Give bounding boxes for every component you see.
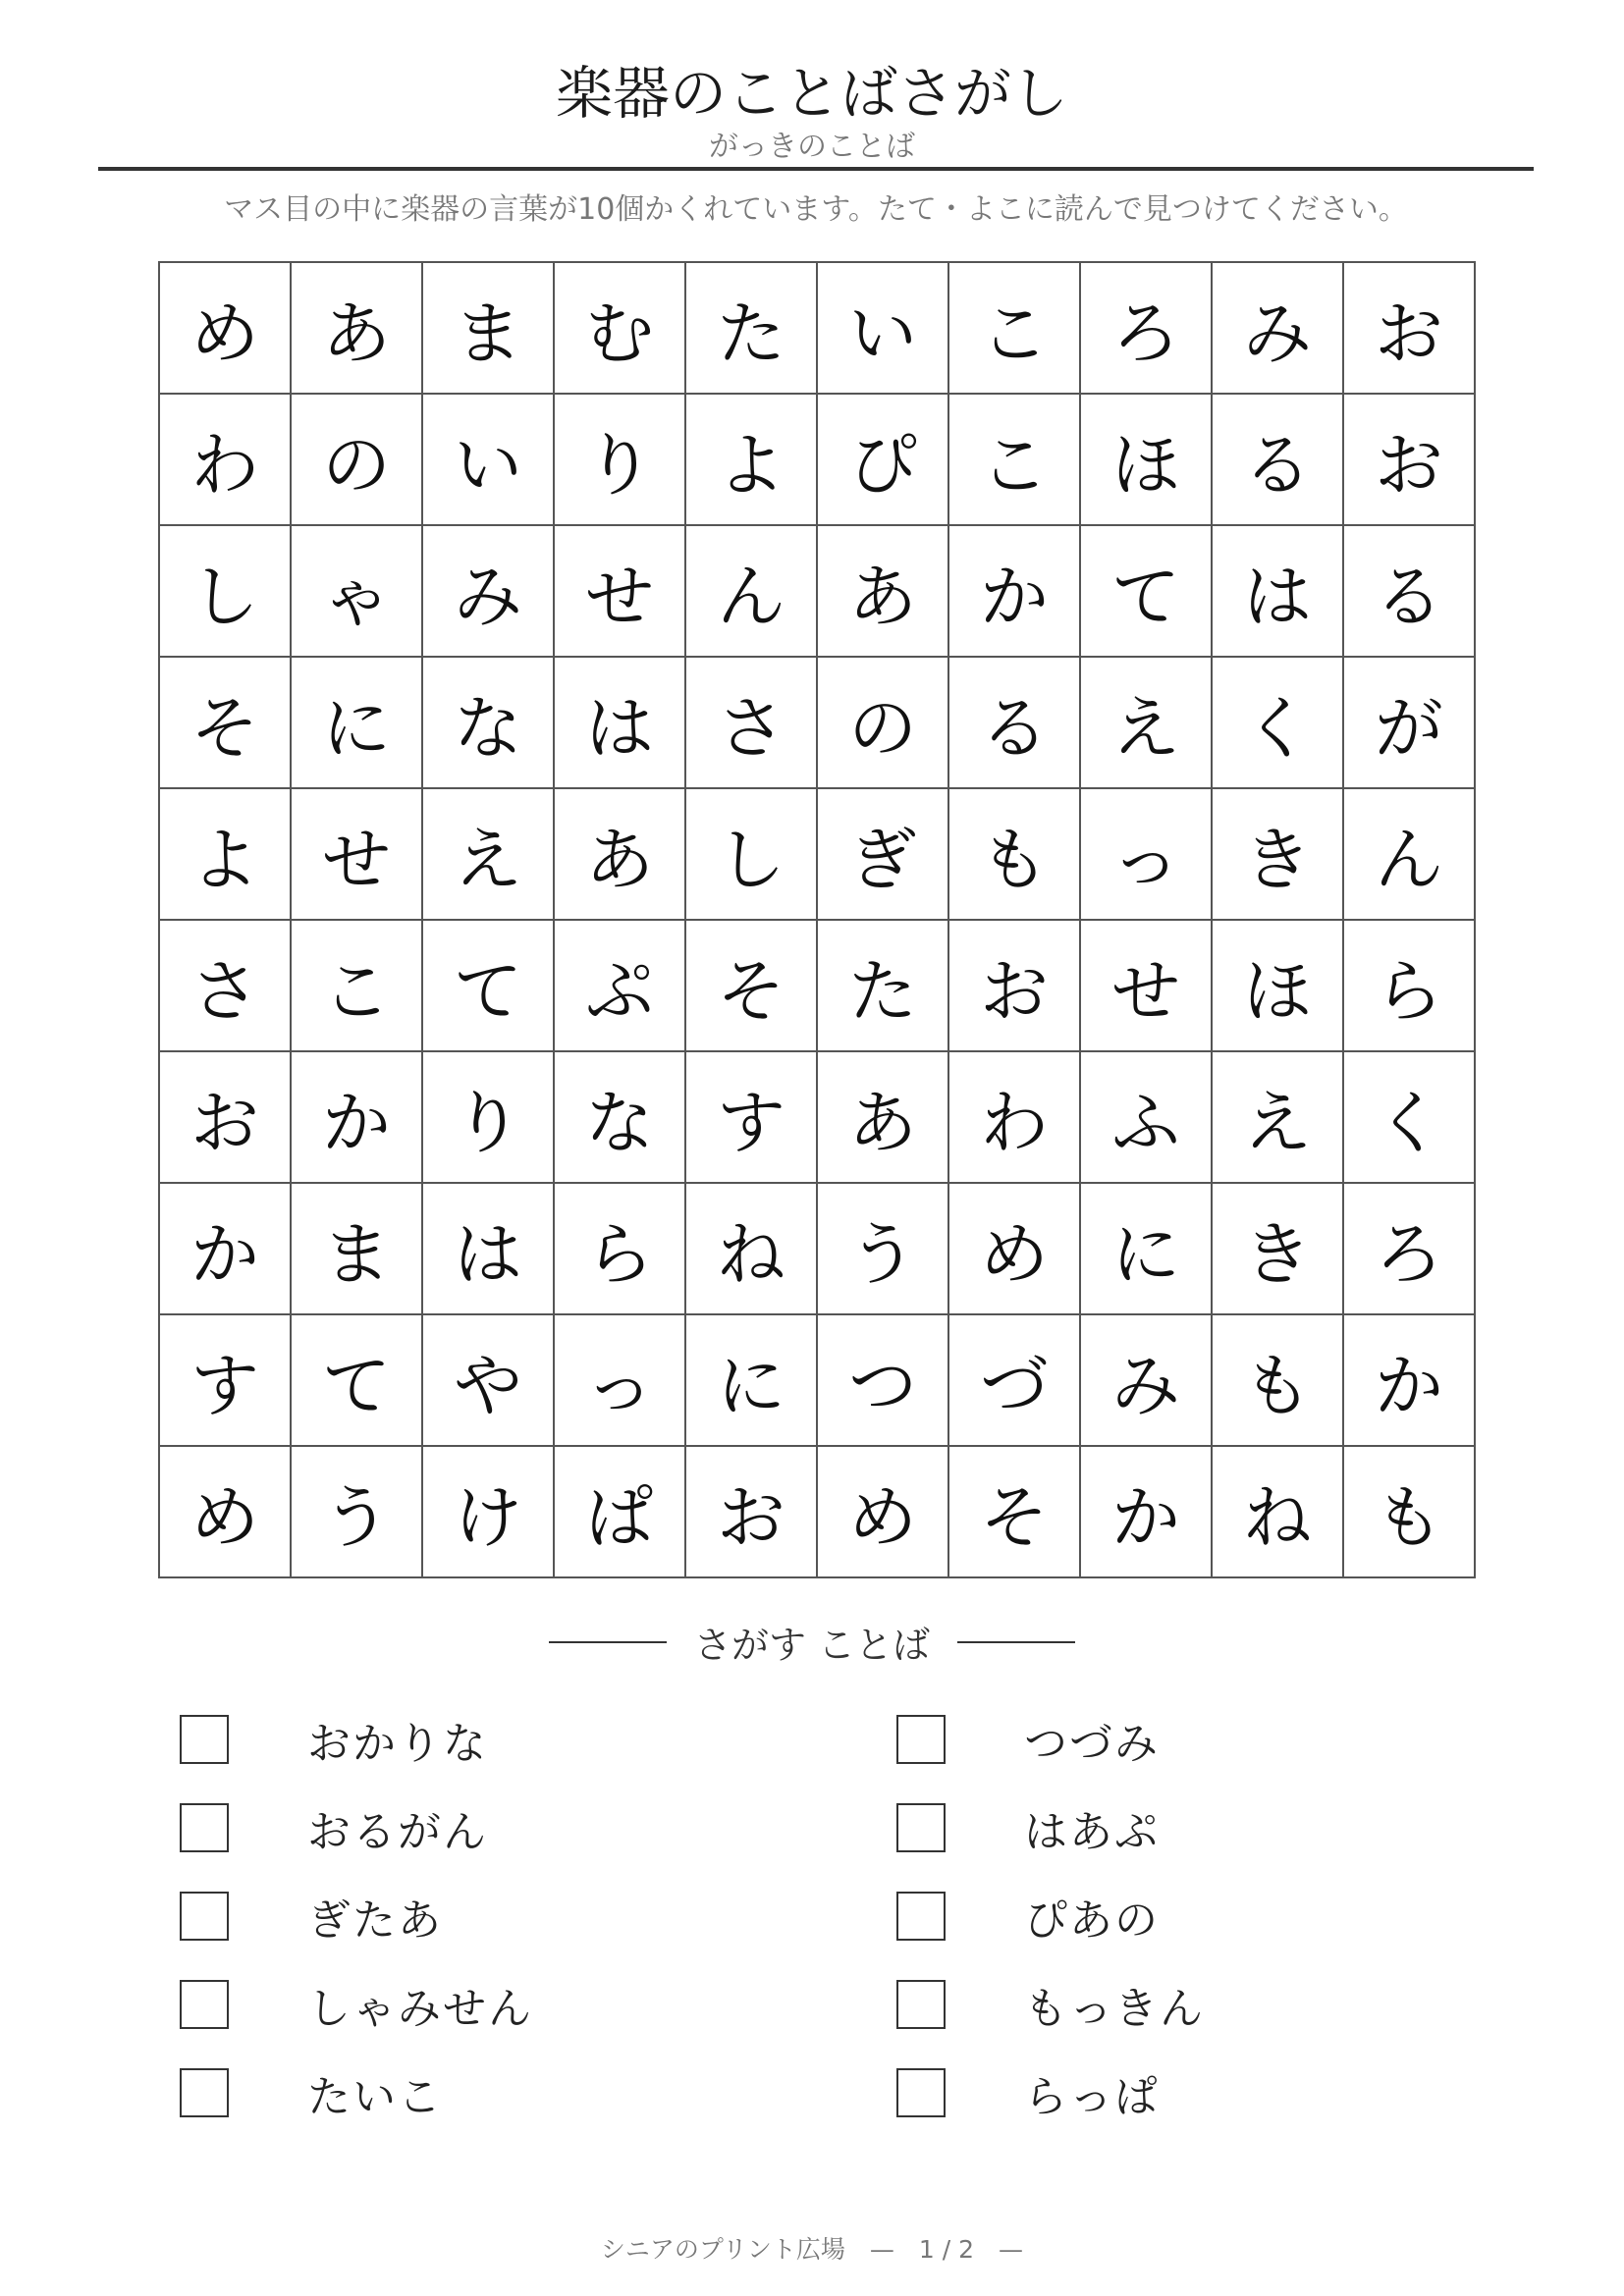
grid-cell[interactable]: て bbox=[423, 921, 555, 1052]
word-item bbox=[896, 1710, 1456, 1769]
grid-cell[interactable]: あ bbox=[555, 789, 686, 921]
grid-cell[interactable]: て bbox=[1081, 526, 1213, 658]
grid-cell[interactable]: む bbox=[555, 263, 686, 395]
grid-cell[interactable]: え bbox=[423, 789, 555, 921]
word-label: しゃみせん bbox=[307, 1984, 533, 2034]
grid-cell[interactable]: す bbox=[160, 1315, 292, 1447]
grid-cell[interactable]: か bbox=[1081, 1447, 1213, 1578]
grid-cell[interactable]: め bbox=[160, 1447, 292, 1578]
grid-cell[interactable]: り bbox=[423, 1052, 555, 1184]
grid-cell[interactable]: よ bbox=[686, 395, 818, 526]
word-item bbox=[896, 1887, 1456, 1946]
grid-cell[interactable]: ろ bbox=[1344, 1184, 1476, 1315]
grid-cell[interactable]: め bbox=[949, 1184, 1081, 1315]
grid-cell[interactable]: ぎ bbox=[818, 789, 949, 921]
checkbox[interactable] bbox=[180, 2068, 229, 2117]
word-label: おるがん bbox=[307, 1807, 488, 1857]
word-item bbox=[180, 1710, 896, 1769]
grid-cell[interactable]: た bbox=[818, 921, 949, 1052]
grid-cell[interactable]: こ bbox=[292, 921, 423, 1052]
grid-cell[interactable]: ろ bbox=[1081, 263, 1213, 395]
grid-cell[interactable]: お bbox=[686, 1447, 818, 1578]
checkbox[interactable] bbox=[896, 1803, 946, 1852]
grid-cell[interactable]: な bbox=[555, 1052, 686, 1184]
word-search-grid bbox=[158, 261, 1476, 1578]
grid-cell[interactable]: ら bbox=[1344, 921, 1476, 1052]
grid-cell[interactable]: ね bbox=[686, 1184, 818, 1315]
grid-cell[interactable]: ぱ bbox=[555, 1447, 686, 1578]
grid-cell[interactable]: が bbox=[1344, 658, 1476, 789]
grid-cell[interactable]: け bbox=[423, 1447, 555, 1578]
grid-cell[interactable]: そ bbox=[686, 921, 818, 1052]
grid-cell[interactable]: か bbox=[160, 1184, 292, 1315]
word-list bbox=[180, 1710, 1456, 2152]
word-item bbox=[180, 1887, 896, 1946]
footer: シニアのプリント広場 — 1 / 2 — bbox=[600, 2235, 1024, 2264]
grid-cell[interactable]: す bbox=[686, 1052, 818, 1184]
word-item bbox=[180, 2063, 896, 2122]
checkbox[interactable] bbox=[180, 1715, 229, 1764]
grid-cell[interactable]: せ bbox=[555, 526, 686, 658]
grid-cell[interactable]: か bbox=[292, 1052, 423, 1184]
grid-cell[interactable]: の bbox=[292, 395, 423, 526]
grid-cell[interactable]: あ bbox=[818, 1052, 949, 1184]
grid-cell[interactable]: お bbox=[949, 921, 1081, 1052]
grid-cell[interactable]: え bbox=[1213, 1052, 1344, 1184]
word-item bbox=[180, 1798, 896, 1857]
grid-cell[interactable]: ね bbox=[1213, 1447, 1344, 1578]
grid-cell[interactable]: き bbox=[1213, 1184, 1344, 1315]
grid-cell[interactable]: く bbox=[1213, 658, 1344, 789]
checkbox[interactable] bbox=[180, 1892, 229, 1941]
grid-cell[interactable]: き bbox=[1213, 789, 1344, 921]
grid-cell[interactable]: な bbox=[423, 658, 555, 789]
heading-line-right bbox=[957, 1641, 1075, 1643]
grid-cell[interactable]: ふ bbox=[1081, 1052, 1213, 1184]
page-subtitle: がっきのことば bbox=[709, 130, 915, 164]
grid-cell[interactable]: み bbox=[1213, 263, 1344, 395]
grid-cell[interactable]: か bbox=[949, 526, 1081, 658]
grid-cell[interactable]: あ bbox=[818, 526, 949, 658]
grid-cell[interactable]: ほ bbox=[1213, 921, 1344, 1052]
grid-cell[interactable]: そ bbox=[949, 1447, 1081, 1578]
word-item bbox=[896, 2063, 1456, 2122]
checkbox[interactable] bbox=[896, 1892, 946, 1941]
word-label: はあぷ bbox=[1024, 1807, 1160, 1857]
grid-cell[interactable]: に bbox=[292, 658, 423, 789]
grid-cell[interactable]: か bbox=[1344, 1315, 1476, 1447]
word-label: らっぱ bbox=[1024, 2072, 1160, 2122]
word-label: ぴあの bbox=[1024, 1896, 1160, 1946]
grid-cell[interactable]: っ bbox=[555, 1315, 686, 1447]
grid-cell[interactable]: ほ bbox=[1081, 395, 1213, 526]
grid-cell[interactable]: こ bbox=[949, 395, 1081, 526]
grid-cell[interactable]: に bbox=[686, 1315, 818, 1447]
grid-cell[interactable]: は bbox=[423, 1184, 555, 1315]
checkbox[interactable] bbox=[896, 1715, 946, 1764]
word-label: たいこ bbox=[307, 2072, 443, 2122]
grid-cell[interactable]: て bbox=[292, 1315, 423, 1447]
grid-cell[interactable]: る bbox=[949, 658, 1081, 789]
grid-cell[interactable]: も bbox=[949, 789, 1081, 921]
grid-cell[interactable]: る bbox=[1344, 526, 1476, 658]
grid-cell[interactable]: さ bbox=[160, 921, 292, 1052]
grid-cell[interactable]: ま bbox=[423, 263, 555, 395]
grid-cell[interactable]: ぴ bbox=[818, 395, 949, 526]
grid-cell[interactable]: は bbox=[555, 658, 686, 789]
grid-cell[interactable]: ま bbox=[292, 1184, 423, 1315]
grid-cell[interactable]: し bbox=[686, 789, 818, 921]
grid-cell[interactable]: た bbox=[686, 263, 818, 395]
grid-cell[interactable]: せ bbox=[292, 789, 423, 921]
grid-cell[interactable]: う bbox=[818, 1184, 949, 1315]
word-label: つづみ bbox=[1024, 1719, 1160, 1769]
grid-cell[interactable]: づ bbox=[949, 1315, 1081, 1447]
page-title: 楽器のことばさがし bbox=[555, 60, 1068, 127]
grid-cell[interactable]: い bbox=[818, 263, 949, 395]
grid-cell[interactable]: お bbox=[1344, 263, 1476, 395]
grid-cell[interactable]: は bbox=[1213, 526, 1344, 658]
grid-cell[interactable]: に bbox=[1081, 1184, 1213, 1315]
word-item bbox=[896, 1975, 1456, 2034]
word-item bbox=[896, 1798, 1456, 1857]
checkbox[interactable] bbox=[180, 1980, 229, 2029]
grid-cell[interactable]: る bbox=[1213, 395, 1344, 526]
grid-cell[interactable]: め bbox=[818, 1447, 949, 1578]
grid-cell[interactable]: ん bbox=[686, 526, 818, 658]
grid-cell[interactable]: つ bbox=[818, 1315, 949, 1447]
grid-cell[interactable]: め bbox=[160, 263, 292, 395]
word-list-heading bbox=[0, 1615, 1624, 1669]
grid-cell[interactable]: わ bbox=[160, 395, 292, 526]
grid-cell[interactable]: よ bbox=[160, 789, 292, 921]
grid-cell[interactable]: さ bbox=[686, 658, 818, 789]
grid-cell[interactable]: あ bbox=[292, 263, 423, 395]
word-item bbox=[180, 1975, 896, 2034]
word-list-title: さがす ことば bbox=[693, 1624, 931, 1667]
word-label: もっきん bbox=[1024, 1984, 1205, 2034]
grid-cell[interactable]: せ bbox=[1081, 921, 1213, 1052]
grid-cell[interactable]: ぷ bbox=[555, 921, 686, 1052]
grid-cell[interactable]: し bbox=[160, 526, 292, 658]
grid-cell[interactable]: の bbox=[818, 658, 949, 789]
word-label: ぎたあ bbox=[307, 1896, 443, 1946]
word-label: おかりな bbox=[307, 1719, 488, 1769]
grid-cell[interactable]: い bbox=[423, 395, 555, 526]
divider bbox=[98, 167, 1534, 171]
instructions: マス目の中に楽器の言葉が10個かくれています。たて・よこに読んで見つけてください。 bbox=[224, 192, 1408, 227]
grid-cell[interactable]: え bbox=[1081, 658, 1213, 789]
checkbox[interactable] bbox=[896, 1980, 946, 2029]
grid-cell[interactable]: も bbox=[1344, 1447, 1476, 1578]
grid-cell[interactable]: く bbox=[1344, 1052, 1476, 1184]
heading-line-left bbox=[549, 1641, 667, 1643]
grid-cell[interactable]: ら bbox=[555, 1184, 686, 1315]
grid-cell[interactable]: ゃ bbox=[292, 526, 423, 658]
grid-cell[interactable]: お bbox=[1344, 395, 1476, 526]
grid-cell[interactable]: わ bbox=[949, 1052, 1081, 1184]
checkbox[interactable] bbox=[180, 1803, 229, 1852]
grid-cell[interactable]: も bbox=[1213, 1315, 1344, 1447]
grid-cell[interactable]: り bbox=[555, 395, 686, 526]
grid-cell[interactable]: こ bbox=[949, 263, 1081, 395]
grid-cell[interactable]: お bbox=[160, 1052, 292, 1184]
grid-cell[interactable]: う bbox=[292, 1447, 423, 1578]
grid-cell[interactable]: み bbox=[1081, 1315, 1213, 1447]
grid-cell[interactable]: や bbox=[423, 1315, 555, 1447]
checkbox[interactable] bbox=[896, 2068, 946, 2117]
grid-cell[interactable]: ん bbox=[1344, 789, 1476, 921]
grid-cell[interactable]: そ bbox=[160, 658, 292, 789]
grid-cell[interactable]: み bbox=[423, 526, 555, 658]
grid-cell[interactable]: っ bbox=[1081, 789, 1213, 921]
